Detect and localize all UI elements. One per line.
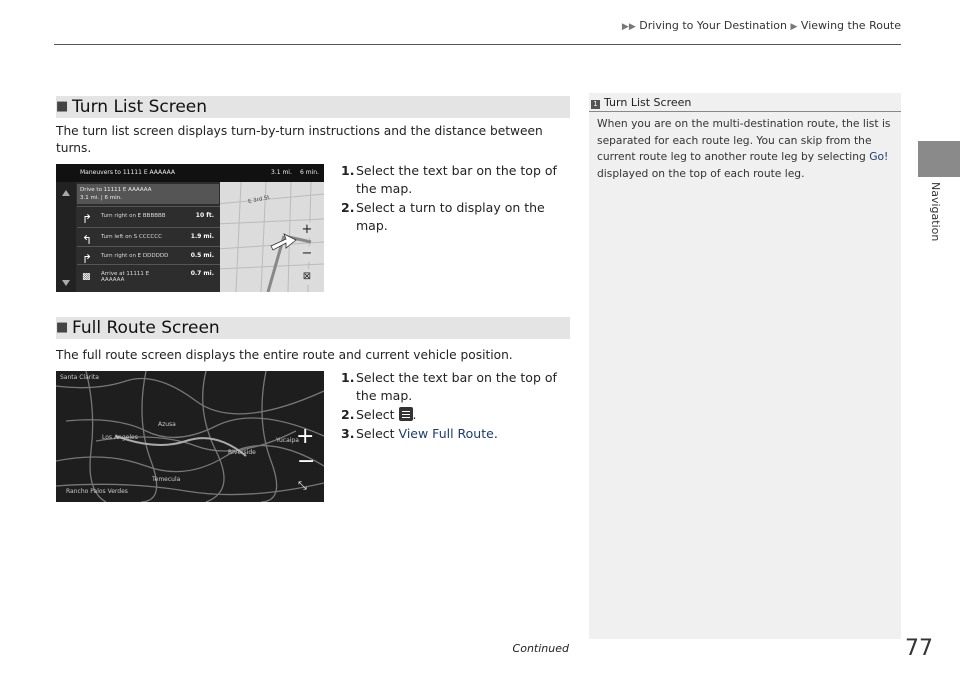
turn-distance: 10 ft. xyxy=(195,212,214,219)
top-bar[interactable] xyxy=(56,164,324,182)
drive-to-label: Drive to 11111 E AAAAAA xyxy=(80,187,152,193)
page-number: 77 xyxy=(905,636,933,661)
turn-right-icon: ↱ xyxy=(82,212,93,226)
scroll-up-icon[interactable] xyxy=(62,190,70,196)
turn-text: Turn right on E DDDDDD xyxy=(101,253,169,259)
finish-flag-icon: ▩ xyxy=(82,272,91,282)
top-bar-title: Maneuvers to 11111 E AAAAAA xyxy=(80,169,175,176)
side-note-body: When you are on the multi-destination route, the list is separated for each route leg. You can skip from the current route leg to another route leg by selecting Go! displayed on the top of each route leg. xyxy=(597,117,891,180)
breadcrumb-item[interactable]: Viewing the Route xyxy=(800,19,901,32)
section-heading-full-route xyxy=(56,317,570,339)
view-full-route-label: View Full Route xyxy=(398,426,494,441)
zoom-out-icon[interactable]: − xyxy=(299,246,315,262)
breadcrumb-arrow-icon: ▶▶ xyxy=(621,22,636,32)
top-bar-distance: 3.1 mi. xyxy=(271,169,292,176)
drive-to-bar[interactable] xyxy=(77,184,219,204)
section-intro: The turn list screen displays turn-by-turn instructions and the distance between turns. xyxy=(56,124,543,155)
turn-row[interactable] xyxy=(77,264,220,290)
turn-list-screenshot xyxy=(56,164,324,292)
section-intro: The full route screen displays the entire route and current vehicle position. xyxy=(56,348,513,362)
chapter-tab xyxy=(918,141,960,177)
breadcrumb-arrow-icon: ▶ xyxy=(790,22,798,32)
continued-label: Continued xyxy=(512,642,569,655)
collapse-view-icon[interactable]: ⤡ xyxy=(298,479,307,492)
map-city-label: Riverside xyxy=(228,449,256,456)
street-label: E 3rd St xyxy=(247,194,271,206)
step-item: 1. Select the text bar on the top of the map. xyxy=(341,163,557,196)
step-item: 1. Select the text bar on the top of the map. xyxy=(341,370,557,403)
turn-distance: 0.5 mi. xyxy=(190,252,214,259)
side-note-divider xyxy=(589,111,901,112)
turn-right-icon: ↱ xyxy=(82,252,93,266)
square-bullet-icon: ■ xyxy=(56,320,69,335)
map-city-label: Yucaipa xyxy=(276,437,299,444)
go-label: Go! xyxy=(869,150,889,163)
turn-text: Turn left on S CCCCCC xyxy=(101,234,162,240)
square-bullet-icon: ■ xyxy=(56,99,69,114)
step-item: 3. Select View Full Route. xyxy=(341,426,498,441)
map-city-label: Temecula xyxy=(152,476,181,483)
breadcrumb-item[interactable]: Driving to Your Destination xyxy=(639,19,787,32)
zoom-out-icon[interactable]: − xyxy=(297,449,316,474)
map-city-label: Los Angeles xyxy=(102,434,138,441)
section-title: Turn List Screen xyxy=(72,97,208,117)
section-title: Full Route Screen xyxy=(72,318,220,338)
steps-full-route xyxy=(341,369,566,444)
header-divider xyxy=(54,44,901,45)
turn-text: Arrive at 11111 E AAAAAA xyxy=(101,271,150,283)
reference-icon: 1 xyxy=(591,100,600,109)
menu-icon xyxy=(399,407,413,421)
map-city-label: Rancho Palos Verdes xyxy=(66,488,128,495)
full-route-screenshot xyxy=(56,371,324,502)
steps-turn-list xyxy=(341,162,566,236)
turn-left-icon: ↰ xyxy=(82,233,93,247)
cancel-route-icon[interactable]: ⊠ xyxy=(299,269,315,285)
turn-distance: 1.9 mi. xyxy=(190,233,214,240)
section-heading-turn-list xyxy=(56,96,570,118)
chapter-label: Navigation xyxy=(929,182,942,242)
turn-distance: 0.7 mi. xyxy=(190,270,214,277)
top-bar-time: 6 min. xyxy=(300,169,319,176)
zoom-in-icon[interactable]: + xyxy=(299,222,315,238)
scroll-down-icon[interactable] xyxy=(62,280,70,286)
side-note-title: 1 Turn List Screen xyxy=(589,96,901,109)
map-city-label: Santa Clarita xyxy=(60,374,99,381)
breadcrumb xyxy=(0,19,901,32)
step-item: 2. Select a turn to display on the map. xyxy=(341,200,545,233)
scroll-rail[interactable] xyxy=(56,182,76,292)
map-city-label: Azusa xyxy=(158,421,176,428)
zoom-in-icon[interactable]: + xyxy=(296,424,315,449)
turn-text: Turn right on E BBBBBB xyxy=(101,213,166,219)
drive-to-meta: 3.1 mi. | 6 min. xyxy=(80,195,122,201)
step-item: 2. Select . xyxy=(341,407,417,422)
